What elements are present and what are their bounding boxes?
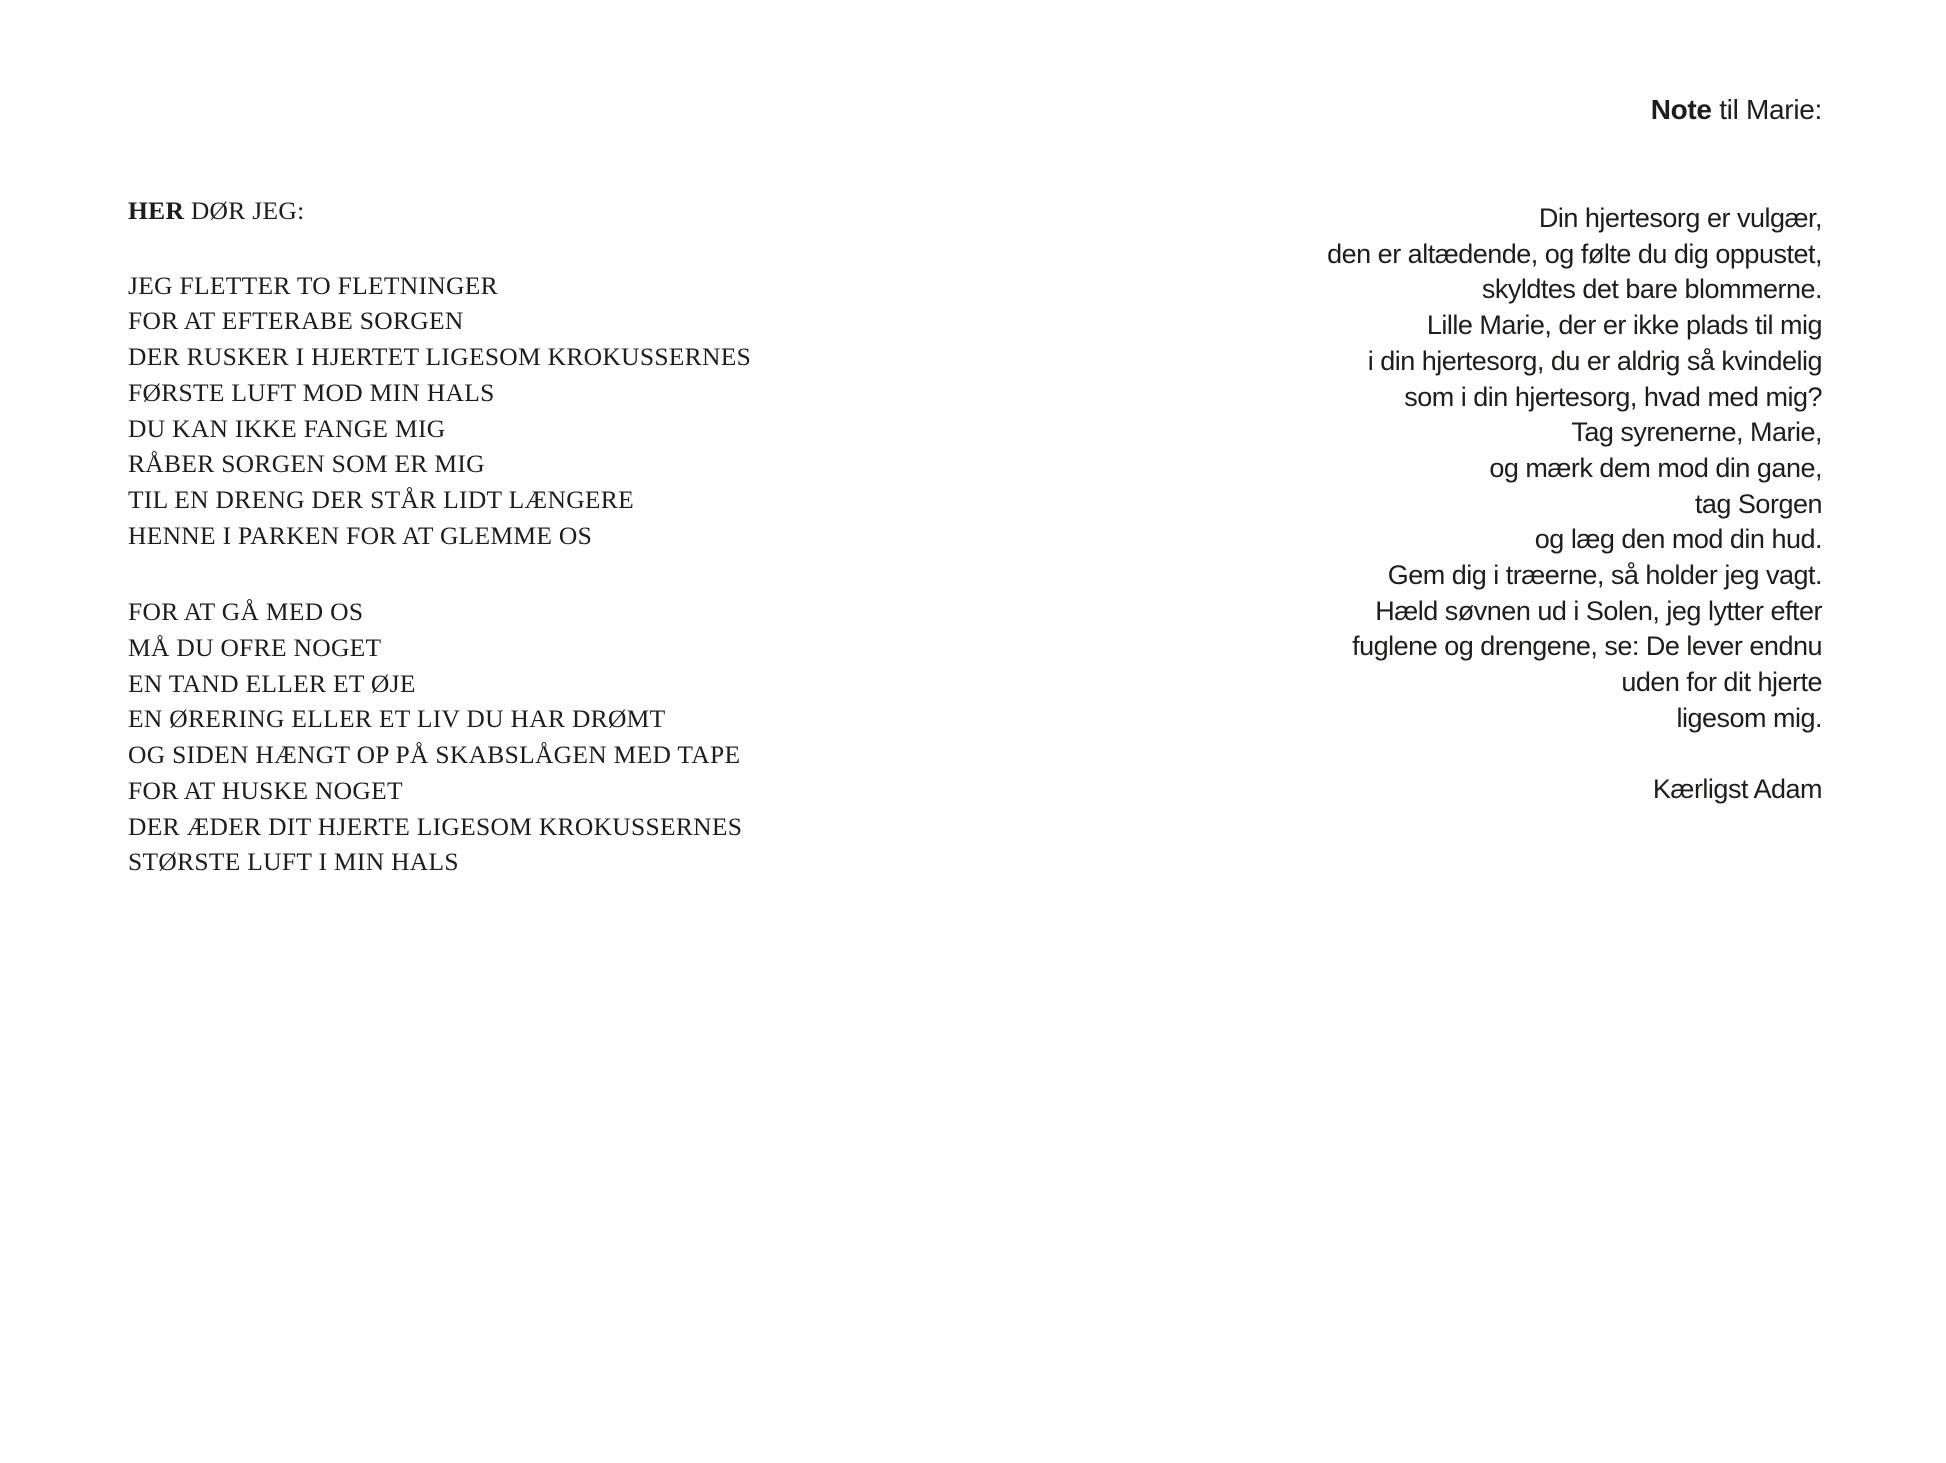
text-line: STØRSTE LUFT I MIN HALS bbox=[128, 847, 459, 877]
text-line: DER RUSKER I HJERTET LIGESOM KROKUSSERNES bbox=[128, 342, 752, 372]
note-header-rest: til Marie: bbox=[1711, 94, 1822, 125]
text-line: OG SIDEN HÆNGT OP PÅ SKABSLÅGEN MED TAPE bbox=[128, 740, 741, 770]
text-line: FOR AT EFTERABE SORGEN bbox=[128, 306, 464, 336]
text-line: fuglene og drengene, se: De lever endnu bbox=[1352, 631, 1822, 662]
note-lines bbox=[1182, 201, 1822, 737]
text-line: MÅ DU OFRE NOGET bbox=[128, 633, 382, 663]
note-header bbox=[1651, 92, 1822, 128]
text-line: tag Sorgen bbox=[1694, 488, 1822, 519]
text-line: Tag syrenerne, Marie, bbox=[1571, 417, 1822, 448]
text-line: DU KAN IKKE FANGE MIG bbox=[128, 413, 446, 443]
text-line: TIL EN DRENG DER STÅR LIDT LÆNGERE bbox=[128, 484, 634, 514]
poem-stanza-2 bbox=[128, 594, 888, 880]
text-line: FOR AT GÅ MED OS bbox=[128, 597, 364, 627]
text-line: JEG FLETTER TO FLETNINGER bbox=[128, 270, 498, 300]
poem-title-rest: DØR JEG: bbox=[184, 196, 305, 225]
text-line: Din hjertesorg er vulgær, bbox=[1538, 203, 1822, 233]
text-line: Lille Marie, der er ikke plads til mig bbox=[1426, 310, 1822, 341]
text-line: EN TAND ELLER ET ØJE bbox=[128, 668, 416, 698]
text-line: den er altædende, og følte du dig oppustet, bbox=[1327, 238, 1822, 269]
note-signature: Kærligst Adam bbox=[1652, 774, 1822, 805]
text-line: HENNE I PARKEN FOR AT GLEMME OS bbox=[128, 520, 593, 550]
note-header-emphasis: Note bbox=[1650, 94, 1712, 125]
text-line: RÅBER SORGEN SOM ER MIG bbox=[128, 449, 485, 479]
left-page bbox=[128, 193, 888, 880]
poem-stanza-1 bbox=[128, 268, 888, 554]
text-line: DER ÆDER DIT HJERTE LIGESOM KROKUSSERNES bbox=[128, 811, 743, 841]
text-line: FOR AT HUSKE NOGET bbox=[128, 775, 403, 805]
text-line: som i din hjertesorg, hvad med mig? bbox=[1404, 381, 1822, 412]
text-line: og mærk dem mod din gane, bbox=[1489, 452, 1822, 483]
text-line: Hæld søvnen ud i Solen, jeg lytter efter bbox=[1375, 595, 1822, 626]
poem-title bbox=[128, 193, 888, 229]
text-line: i din hjertesorg, du er aldrig så kvindelig bbox=[1367, 345, 1822, 376]
text-line: EN ØRERING ELLER ET LIV DU HAR DRØMT bbox=[128, 704, 666, 734]
text-line: ligesom mig. bbox=[1676, 702, 1822, 733]
text-line: Gem dig i træerne, så holder jeg vagt. bbox=[1387, 560, 1822, 591]
text-line: FØRSTE LUFT MOD MIN HALS bbox=[128, 377, 495, 407]
text-line: skyldtes det bare blommerne. bbox=[1481, 274, 1822, 305]
text-line: og læg den mod din hud. bbox=[1534, 524, 1822, 555]
poem-title-emphasis: HER bbox=[128, 196, 185, 225]
text-line: uden for dit hjerte bbox=[1621, 667, 1822, 698]
note-body bbox=[1182, 201, 1822, 808]
